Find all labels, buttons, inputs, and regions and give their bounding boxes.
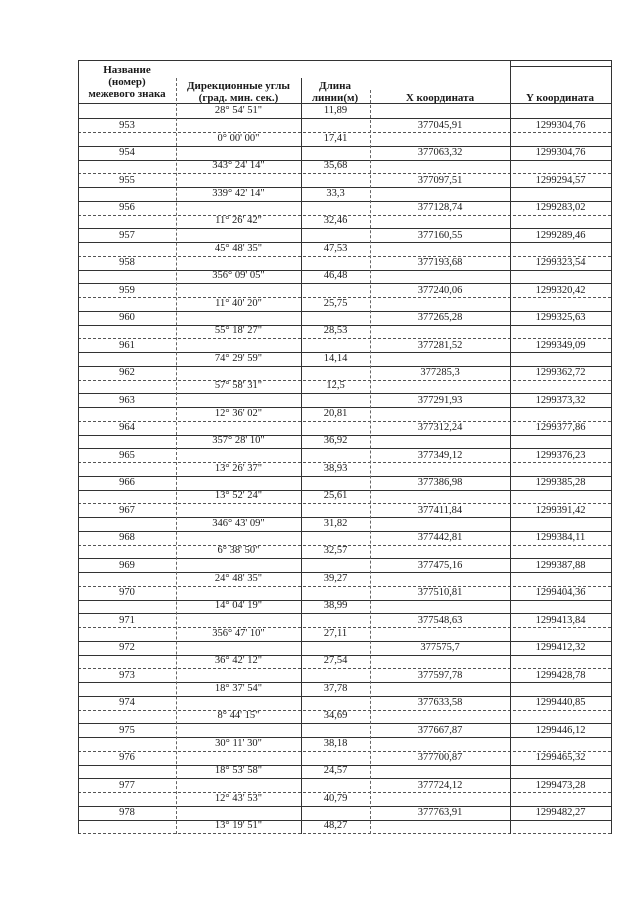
segment-angle: 13° 19' 51" xyxy=(214,820,263,831)
point-x-coordinate: 377475,16 xyxy=(417,559,463,571)
header-length-line-2: линии(м) xyxy=(311,92,359,104)
point-number: 954 xyxy=(119,147,135,159)
segment-length: 25,61 xyxy=(323,490,348,501)
point-y-coordinate: 1299323,54 xyxy=(535,257,586,269)
point-y-coordinate: 1299376,23 xyxy=(535,449,586,461)
row-separator xyxy=(78,270,611,271)
row-separator xyxy=(78,118,611,119)
header-length xyxy=(301,80,369,104)
point-number: 972 xyxy=(119,642,135,654)
segment-length: 39,27 xyxy=(323,572,348,584)
header-x: X координата xyxy=(405,92,475,104)
point-x-coordinate: 377281,52 xyxy=(417,339,463,351)
point-x-coordinate: 377128,74 xyxy=(417,202,463,214)
segment-angle: 55° 18' 27" xyxy=(214,325,263,336)
col-border-right xyxy=(611,60,612,834)
segment-angle: 339° 42' 14" xyxy=(212,187,265,199)
row-separator xyxy=(78,435,611,436)
row-separator xyxy=(78,421,611,422)
point-number: 967 xyxy=(119,504,135,516)
point-number: 953 xyxy=(119,119,135,131)
segment-length: 27,11 xyxy=(323,627,348,639)
segment-length: 27,54 xyxy=(323,655,348,666)
point-x-coordinate: 377063,32 xyxy=(417,147,463,159)
point-number: 969 xyxy=(119,559,135,571)
header-name-line-3: межевого знака xyxy=(88,88,166,100)
segment-angle: 13° 26' 37" xyxy=(214,462,263,474)
point-y-coordinate: 1299377,86 xyxy=(535,422,586,434)
point-x-coordinate: 377667,87 xyxy=(417,724,463,736)
header-name-line-2: (номер) xyxy=(108,76,146,88)
point-x-coordinate: 377291,93 xyxy=(417,394,463,406)
header-angle xyxy=(176,80,301,104)
header-y: Y координата xyxy=(526,92,594,104)
segment-angle: 343° 24' 14" xyxy=(212,160,265,171)
point-number: 957 xyxy=(119,229,135,241)
row-separator xyxy=(78,600,611,601)
point-number: 976 xyxy=(119,752,135,764)
point-y-coordinate: 1299391,42 xyxy=(535,504,586,516)
point-y-coordinate: 1299428,78 xyxy=(535,669,586,681)
row-separator xyxy=(78,173,611,174)
point-x-coordinate: 377160,55 xyxy=(417,229,463,241)
point-x-coordinate: 377240,06 xyxy=(417,284,463,296)
row-separator xyxy=(78,737,611,738)
point-number: 978 xyxy=(119,807,135,819)
row-separator xyxy=(78,462,611,463)
row-separator xyxy=(78,545,611,546)
point-number: 956 xyxy=(119,202,135,214)
segment-angle: 356° 09' 05" xyxy=(212,270,265,281)
header-length-line-1: Длина xyxy=(319,80,351,92)
row-separator xyxy=(78,820,611,821)
point-y-coordinate: 1299373,32 xyxy=(535,394,586,406)
row-separator xyxy=(78,256,611,257)
point-y-coordinate: 1299304,76 xyxy=(535,119,586,131)
header-angle-line-2: (град. мин. сек.) xyxy=(198,92,279,104)
point-number: 966 xyxy=(119,477,135,489)
point-number: 964 xyxy=(119,422,135,434)
segment-angle: 357° 28' 10" xyxy=(212,435,265,446)
row-separator xyxy=(78,283,611,284)
point-y-coordinate: 1299320,42 xyxy=(535,284,586,296)
point-x-coordinate: 377411,84 xyxy=(417,504,463,516)
point-number: 963 xyxy=(119,394,135,406)
segment-length: 38,18 xyxy=(323,737,348,749)
row-separator xyxy=(78,765,611,766)
col-border-4 xyxy=(510,60,511,834)
point-y-coordinate: 1299283,02 xyxy=(535,202,586,214)
point-y-coordinate: 1299349,09 xyxy=(535,339,586,351)
row-separator xyxy=(78,490,611,491)
point-x-coordinate: 377312,24 xyxy=(417,422,463,434)
segment-length: 32,46 xyxy=(323,215,348,226)
point-x-coordinate: 377700,87 xyxy=(417,752,463,764)
segment-angle: 356° 47' 10" xyxy=(212,627,265,639)
point-number: 960 xyxy=(119,312,135,324)
segment-angle: 14° 04' 19" xyxy=(214,600,263,611)
point-x-coordinate: 377386,98 xyxy=(417,477,463,489)
segment-angle: 12° 43' 53" xyxy=(214,792,263,804)
row-separator xyxy=(78,297,611,298)
row-separator xyxy=(78,655,611,656)
segment-length: 25,75 xyxy=(323,297,348,309)
segment-length: 34,69 xyxy=(323,710,348,721)
row-separator xyxy=(78,476,611,477)
segment-length: 35,68 xyxy=(323,160,348,171)
point-y-coordinate: 1299446,12 xyxy=(535,724,586,736)
row-separator xyxy=(78,668,611,669)
point-number: 968 xyxy=(119,532,135,544)
header-name xyxy=(78,64,176,100)
segment-length: 48,27 xyxy=(323,820,348,831)
point-y-coordinate: 1299440,85 xyxy=(535,697,586,709)
point-number: 974 xyxy=(119,697,135,709)
segment-angle: 28° 54' 51" xyxy=(214,105,263,116)
point-y-coordinate: 1299385,28 xyxy=(535,477,586,489)
segment-length: 47,53 xyxy=(323,242,348,254)
row-separator xyxy=(78,380,611,381)
row-separator xyxy=(78,242,611,243)
row-separator xyxy=(78,517,611,518)
col-border-left xyxy=(78,60,79,834)
segment-angle: 36° 42' 12" xyxy=(214,655,263,666)
row-separator xyxy=(78,338,611,339)
segment-length: 37,78 xyxy=(323,682,348,694)
point-y-coordinate: 1299482,27 xyxy=(535,807,586,819)
point-y-coordinate: 1299465,32 xyxy=(535,752,586,764)
row-separator xyxy=(78,311,611,312)
row-separator xyxy=(78,723,611,724)
point-x-coordinate: 377548,63 xyxy=(417,614,463,626)
header-name-line-1: Название xyxy=(103,64,151,76)
row-separator xyxy=(78,627,611,628)
segment-length: 31,82 xyxy=(323,517,348,529)
row-separator xyxy=(78,572,611,573)
segment-length: 24,57 xyxy=(323,765,348,776)
point-number: 955 xyxy=(119,174,135,186)
point-y-coordinate: 1299289,46 xyxy=(535,229,586,241)
row-separator xyxy=(78,228,611,229)
segment-angle: 45° 48' 35" xyxy=(214,242,263,254)
row-separator xyxy=(78,696,611,697)
point-x-coordinate: 377349,12 xyxy=(417,449,463,461)
point-number: 958 xyxy=(119,257,135,269)
segment-length: 33,3 xyxy=(326,187,345,199)
segment-angle: 0° 00' 00" xyxy=(217,132,260,144)
segment-length: 14,14 xyxy=(323,352,348,364)
point-y-coordinate: 1299304,76 xyxy=(535,147,586,159)
row-separator xyxy=(78,448,611,449)
point-y-coordinate: 1299387,88 xyxy=(535,559,586,571)
segment-length: 40,79 xyxy=(323,792,348,804)
segment-length: 20,81 xyxy=(323,407,348,419)
segment-angle: 11° 40' 20" xyxy=(215,297,262,309)
point-number: 961 xyxy=(119,339,135,351)
segment-length: 46,48 xyxy=(323,270,348,281)
row-separator xyxy=(78,325,611,326)
row-separator xyxy=(78,160,611,161)
segment-angle: 11° 26' 42" xyxy=(215,215,262,226)
segment-length: 38,93 xyxy=(323,462,348,474)
point-x-coordinate: 377763,91 xyxy=(417,807,463,819)
row-separator xyxy=(78,710,611,711)
point-x-coordinate: 377633,58 xyxy=(417,697,463,709)
point-y-coordinate: 1299404,36 xyxy=(535,587,586,599)
segment-length: 28,53 xyxy=(323,325,348,336)
point-x-coordinate: 377597,78 xyxy=(417,669,463,681)
row-separator xyxy=(78,146,611,147)
row-separator xyxy=(78,778,611,779)
table-top-border xyxy=(78,60,611,61)
col-border-2 xyxy=(301,78,302,834)
col-border-3 xyxy=(370,90,371,834)
point-x-coordinate: 377510,81 xyxy=(417,587,463,599)
segment-length: 36,92 xyxy=(323,435,348,446)
row-separator xyxy=(78,132,611,133)
segment-angle: 30° 11' 30" xyxy=(215,737,262,749)
point-y-coordinate: 1299473,28 xyxy=(535,779,586,791)
point-y-coordinate: 1299362,72 xyxy=(535,367,586,379)
point-x-coordinate: 377285,3 xyxy=(420,367,460,379)
point-number: 971 xyxy=(119,614,135,626)
point-x-coordinate: 377045,91 xyxy=(417,119,463,131)
point-number: 962 xyxy=(119,367,135,379)
segment-length: 32,57 xyxy=(323,545,348,556)
point-x-coordinate: 377575,7 xyxy=(420,642,460,654)
point-x-coordinate: 377724,12 xyxy=(417,779,463,791)
point-y-coordinate: 1299413,84 xyxy=(535,614,586,626)
header-angle-line-1: Дирекционные углы xyxy=(186,80,290,92)
point-x-coordinate: 377442,81 xyxy=(417,532,463,544)
row-separator xyxy=(78,366,611,367)
segment-angle: 13° 52' 24" xyxy=(214,490,263,501)
point-number: 970 xyxy=(119,587,135,599)
row-separator xyxy=(78,558,611,559)
segment-angle: 6° 38' 50" xyxy=(217,545,260,556)
header-top-border-right xyxy=(510,66,611,67)
point-x-coordinate: 377097,51 xyxy=(417,174,463,186)
segment-angle: 346° 43' 09" xyxy=(212,517,265,529)
row-separator xyxy=(78,641,611,642)
row-separator xyxy=(78,833,611,834)
point-number: 959 xyxy=(119,284,135,296)
point-number: 977 xyxy=(119,779,135,791)
row-separator xyxy=(78,503,611,504)
point-number: 975 xyxy=(119,724,135,736)
point-x-coordinate: 377193,68 xyxy=(417,257,463,269)
row-separator xyxy=(78,201,611,202)
segment-angle: 18° 37' 54" xyxy=(214,682,263,694)
segment-length: 12,5 xyxy=(326,380,345,391)
segment-angle: 8° 44' 15" xyxy=(217,710,260,721)
segment-length: 11,89 xyxy=(323,105,348,116)
row-separator xyxy=(78,407,611,408)
row-separator xyxy=(78,751,611,752)
row-separator xyxy=(78,806,611,807)
row-separator xyxy=(78,187,611,188)
point-y-coordinate: 1299325,63 xyxy=(535,312,586,324)
segment-length: 38,99 xyxy=(323,600,348,611)
row-separator xyxy=(78,215,611,216)
row-separator xyxy=(78,586,611,587)
row-separator xyxy=(78,613,611,614)
segment-length: 17,41 xyxy=(323,132,348,144)
header-bottom-border xyxy=(78,103,611,104)
row-separator xyxy=(78,792,611,793)
segment-angle: 24° 48' 35" xyxy=(214,572,263,584)
segment-angle: 57° 58' 31" xyxy=(214,380,263,391)
row-separator xyxy=(78,531,611,532)
segment-angle: 12° 36' 02" xyxy=(214,407,263,419)
point-y-coordinate: 1299294,57 xyxy=(535,174,586,186)
segment-angle: 74° 29' 59" xyxy=(214,352,263,364)
row-separator xyxy=(78,393,611,394)
segment-angle: 18° 53' 58" xyxy=(214,765,263,776)
point-y-coordinate: 1299412,32 xyxy=(535,642,586,654)
row-separator xyxy=(78,682,611,683)
point-y-coordinate: 1299384,11 xyxy=(535,532,586,544)
point-x-coordinate: 377265,28 xyxy=(417,312,463,324)
point-number: 965 xyxy=(119,449,135,461)
col-border-1 xyxy=(176,78,177,834)
row-separator xyxy=(78,352,611,353)
point-number: 973 xyxy=(119,669,135,681)
